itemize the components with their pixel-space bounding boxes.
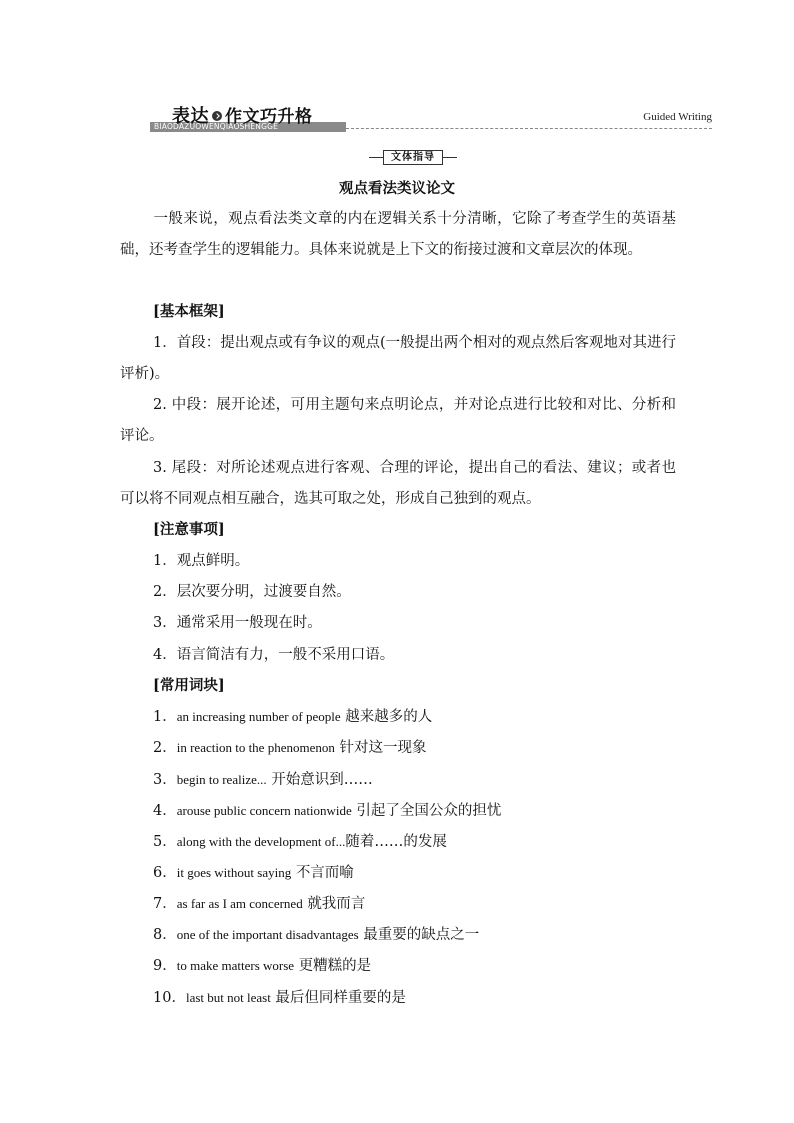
phrase-number: 4． [153,803,177,819]
phrase-item [153,894,365,914]
phrase-english: last but not least [185,990,271,1005]
notes-item: 3．通常采用一般现在时。 [153,615,322,631]
phrases-heading: [常用词块] [153,677,225,694]
header-title [172,102,313,128]
phrase-number: 1． [153,709,177,725]
header-pinyin: BIAODAZUOWENQIAOSHENGGE [154,122,279,131]
phrase-chinese: 就我而言 [307,896,366,912]
phrase-item [153,801,501,821]
phrase-item [153,832,447,852]
framework-item [120,453,676,515]
notes-item: 1．观点鲜明。 [153,553,250,569]
phrase-english: begin to realize... [176,772,267,787]
notes-item: 2．层次要分明，过渡要自然。 [153,584,351,600]
phrase-english: arouse public concern nationwide [176,803,352,818]
phrase-chinese: 越来越多的人 [345,709,433,725]
phrase-number: 7． [153,896,177,912]
phrase-chinese: 最重要的缺点之一 [363,927,480,943]
phrase-chinese: 更糟糕的是 [298,958,372,974]
phrase-item [153,707,432,727]
phrase-item [153,956,371,976]
notes-heading: [注意事项] [153,521,225,538]
intro-paragraph [120,204,676,266]
phrase-chinese: 随着……的发展 [345,834,447,850]
header-title-part1: 表达 [172,106,209,127]
framework-item [120,390,676,452]
phrase-item [153,925,479,945]
framework-item [120,328,676,390]
arrow-circle-icon [212,111,222,121]
phrase-english: an increasing number of people [176,709,341,724]
header-right-label: Guided Writing [643,111,712,123]
phrase-number: 5． [153,834,177,850]
phrase-chinese: 引起了全国公众的担忧 [356,803,502,819]
phrase-english: one of the important disadvantages [176,927,359,942]
phrase-item [153,863,354,883]
framework-item-text: 2. 中段：展开论述，可用主题句来点明论点，并对论点进行比较和对比、分析和评论。 [120,397,676,444]
badge-label: 文体指导 [383,150,443,165]
phrase-number: 10． [153,990,186,1006]
phrase-english: in reaction to the phenomenon [176,740,335,755]
section-title: 观点看法类议论文 [339,181,455,197]
phrase-english: along with the development of... [176,834,346,849]
header-title-part2: 作文巧升格 [225,107,313,127]
phrase-item [153,988,406,1008]
phrase-item [153,738,426,758]
framework-item-text: 1．首段：提出观点或有争议的观点(一般提出两个相对的观点然后客观地对其进行评析)。 [120,335,676,382]
phrase-item [153,770,373,790]
phrase-chinese: 开始意识到…… [271,772,373,788]
section-badge [369,150,457,164]
phrase-english: to make matters worse [176,958,295,973]
intro-text: 一般来说，观点看法类文章的内在逻辑关系十分清晰，它除了考查学生的英语基础，还考查学生的逻辑能力。具体来说就是上下文的衔接过渡和文章层次的体现。 [120,211,676,258]
phrase-chinese: 针对这一现象 [339,740,427,756]
phrase-number: 9． [153,958,177,974]
phrase-number: 3． [153,772,177,788]
phrase-english: as far as I am concerned [176,896,303,911]
phrase-chinese: 不言而喻 [295,865,354,881]
framework-heading: [基本框架] [153,303,225,320]
phrase-number: 2． [153,740,177,756]
phrase-english: it goes without saying [176,865,292,880]
notes-item: 4．语言简洁有力，一般不采用口语。 [153,647,395,663]
framework-item-text: 3. 尾段：对所论述观点进行客观、合理的评论，提出自己的看法、建议；或者也可以将不同观点相互融合，选其可取之处，形成自己独到的观点。 [120,460,676,507]
page-header [150,100,712,134]
phrase-chinese: 最后但同样重要的是 [275,990,406,1006]
phrase-number: 6． [153,865,177,881]
phrase-number: 8． [153,927,177,943]
header-divider [346,128,712,129]
